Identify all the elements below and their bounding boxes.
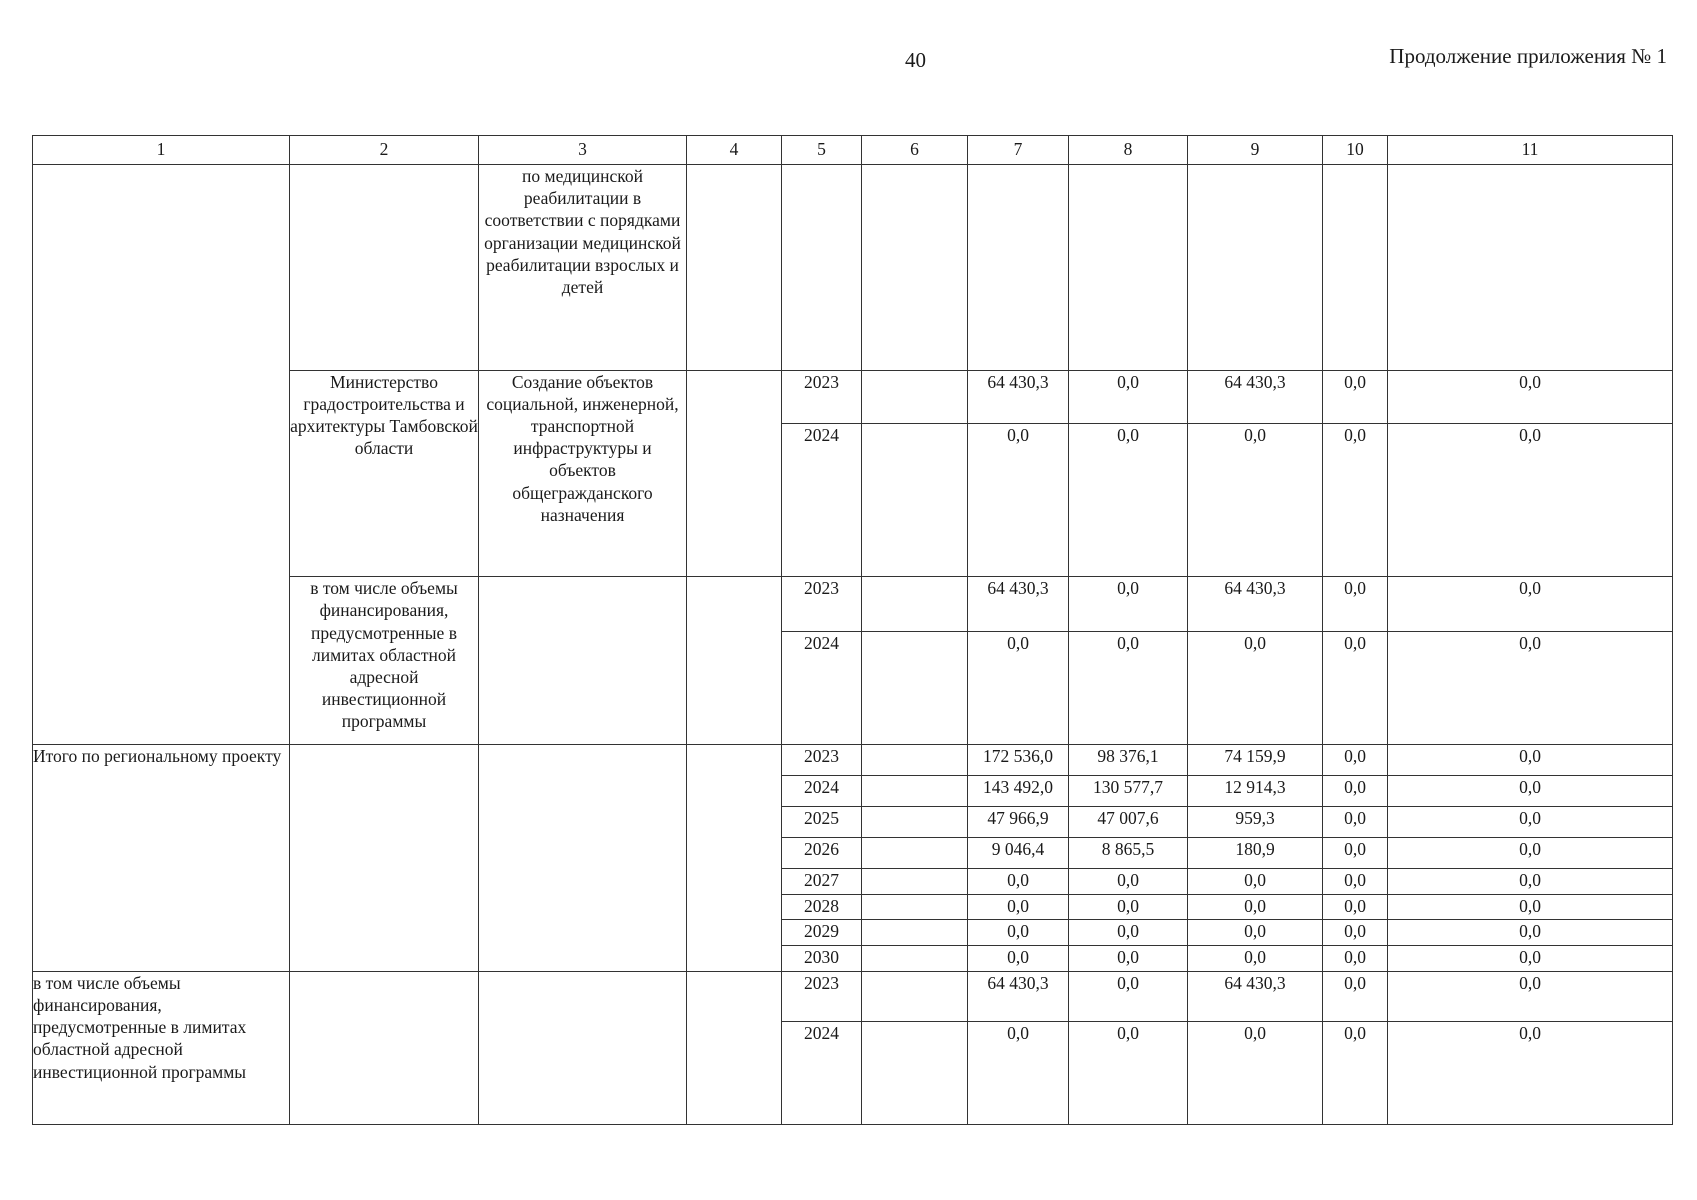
value-col9: 12 914,3: [1188, 775, 1323, 806]
column-number-3: 3: [479, 136, 687, 165]
value-col11: 0,0: [1388, 424, 1673, 577]
value-col9: 0,0: [1188, 632, 1323, 744]
value-col7: 0,0: [968, 1022, 1069, 1125]
year-cell: 2027: [782, 868, 862, 894]
value-col9: 0,0: [1188, 1022, 1323, 1125]
page-number: 40: [905, 48, 926, 72]
value-col11: 0,0: [1388, 868, 1673, 894]
value-col11: 0,0: [1388, 894, 1673, 920]
value-col8: 0,0: [1069, 577, 1188, 632]
table-row: [33, 164, 1673, 370]
value-col7: 64 430,3: [968, 577, 1069, 632]
column-1-cell: [33, 164, 290, 744]
year-cell: 2024: [782, 775, 862, 806]
column-number-9: 9: [1188, 136, 1323, 165]
measure-description: Создание объектов социальной, инженерной, транспортной инфраструктуры и объектов общегражданского назначения: [479, 370, 687, 577]
value-col8: 0,0: [1069, 424, 1188, 577]
value-col7: 172 536,0: [968, 744, 1069, 775]
year-cell: 2023: [782, 744, 862, 775]
including-investment-program-label: в том числе объемы финансирования, предусмотренные в лимитах областной адресной инвестиционной программы: [290, 577, 479, 745]
value-col9: 0,0: [1188, 946, 1323, 972]
value-col10: 0,0: [1323, 775, 1388, 806]
value-col7: 0,0: [968, 868, 1069, 894]
value-col8: 0,0: [1069, 971, 1188, 1021]
value-col9: 64 430,3: [1188, 971, 1323, 1021]
year-cell: 2023: [782, 370, 862, 424]
value-col8: 0,0: [1069, 632, 1188, 744]
value-col8: 0,0: [1069, 920, 1188, 946]
value-col7: 0,0: [968, 894, 1069, 920]
value-col9: 0,0: [1188, 424, 1323, 577]
value-col7: 0,0: [968, 632, 1069, 744]
financing-table: [32, 135, 1673, 1125]
value-col9: 64 430,3: [1188, 577, 1323, 632]
value-col11: 0,0: [1388, 775, 1673, 806]
value-col9: 180,9: [1188, 837, 1323, 868]
value-col10: 0,0: [1323, 632, 1388, 744]
total-including-investment-program-label: в том числе объемы финансирования, предусмотренные в лимитах областной адресной инвестиционной программы: [33, 971, 290, 1124]
value-col7: 9 046,4: [968, 837, 1069, 868]
value-col11: 0,0: [1388, 632, 1673, 744]
regional-project-total-label: Итого по региональному проекту: [33, 744, 290, 971]
value-col8: 0,0: [1069, 894, 1188, 920]
year-cell: 2024: [782, 632, 862, 744]
value-col11: 0,0: [1388, 577, 1673, 632]
column-number-11: 11: [1388, 136, 1673, 165]
value-col10: 0,0: [1323, 946, 1388, 972]
table-row: [33, 971, 1673, 1021]
year-cell: 2028: [782, 894, 862, 920]
value-col9: 64 430,3: [1188, 370, 1323, 424]
value-col7: 0,0: [968, 424, 1069, 577]
value-col8: 0,0: [1069, 946, 1188, 972]
value-col10: 0,0: [1323, 837, 1388, 868]
value-col9: 74 159,9: [1188, 744, 1323, 775]
value-col11: 0,0: [1388, 744, 1673, 775]
value-col11: 0,0: [1388, 920, 1673, 946]
value-col7: 0,0: [968, 946, 1069, 972]
value-col8: 8 865,5: [1069, 837, 1188, 868]
column-number-5: 5: [782, 136, 862, 165]
table-row: [33, 744, 1673, 775]
year-cell: 2024: [782, 1022, 862, 1125]
column-number-7: 7: [968, 136, 1069, 165]
column-number-row: [33, 136, 1673, 165]
value-col10: 0,0: [1323, 971, 1388, 1021]
value-col7: 0,0: [968, 920, 1069, 946]
value-col10: 0,0: [1323, 744, 1388, 775]
value-col8: 98 376,1: [1069, 744, 1188, 775]
column-2-cell: [290, 164, 479, 370]
column-number-4: 4: [687, 136, 782, 165]
value-col8: 47 007,6: [1069, 806, 1188, 837]
value-col10: 0,0: [1323, 806, 1388, 837]
value-col8: 0,0: [1069, 1022, 1188, 1125]
year-cell: 2025: [782, 806, 862, 837]
column-number-8: 8: [1069, 136, 1188, 165]
value-col8: 130 577,7: [1069, 775, 1188, 806]
value-col10: 0,0: [1323, 894, 1388, 920]
year-cell: 2023: [782, 971, 862, 1021]
value-col9: 959,3: [1188, 806, 1323, 837]
measure-description-continued: по медицинской реабилитации в соответствии с порядками организации медицинской реабилитации взрослых и детей: [479, 164, 687, 370]
value-col7: 143 492,0: [968, 775, 1069, 806]
value-col10: 0,0: [1323, 1022, 1388, 1125]
column-number-1: 1: [33, 136, 290, 165]
value-col10: 0,0: [1323, 920, 1388, 946]
value-col11: 0,0: [1388, 1022, 1673, 1125]
column-number-6: 6: [862, 136, 968, 165]
value-col10: 0,0: [1323, 868, 1388, 894]
value-col11: 0,0: [1388, 806, 1673, 837]
value-col11: 0,0: [1388, 837, 1673, 868]
appendix-continuation-label: Продолжение приложения № 1: [1389, 44, 1667, 68]
value-col11: 0,0: [1388, 971, 1673, 1021]
year-cell: 2026: [782, 837, 862, 868]
year-cell: 2030: [782, 946, 862, 972]
value-col11: 0,0: [1388, 946, 1673, 972]
year-cell: 2024: [782, 424, 862, 577]
value-col9: 0,0: [1188, 920, 1323, 946]
value-col7: 64 430,3: [968, 370, 1069, 424]
value-col10: 0,0: [1323, 577, 1388, 632]
value-col9: 0,0: [1188, 868, 1323, 894]
value-col10: 0,0: [1323, 370, 1388, 424]
value-col7: 47 966,9: [968, 806, 1069, 837]
year-cell: 2023: [782, 577, 862, 632]
year-cell: 2029: [782, 920, 862, 946]
value-col9: 0,0: [1188, 894, 1323, 920]
value-col11: 0,0: [1388, 370, 1673, 424]
column-number-10: 10: [1323, 136, 1388, 165]
column-number-2: 2: [290, 136, 479, 165]
value-col8: 0,0: [1069, 370, 1188, 424]
value-col10: 0,0: [1323, 424, 1388, 577]
value-col8: 0,0: [1069, 868, 1188, 894]
value-col7: 64 430,3: [968, 971, 1069, 1021]
executor-ministry: Министерство градостроительства и архитектуры Тамбовской области: [290, 370, 479, 577]
